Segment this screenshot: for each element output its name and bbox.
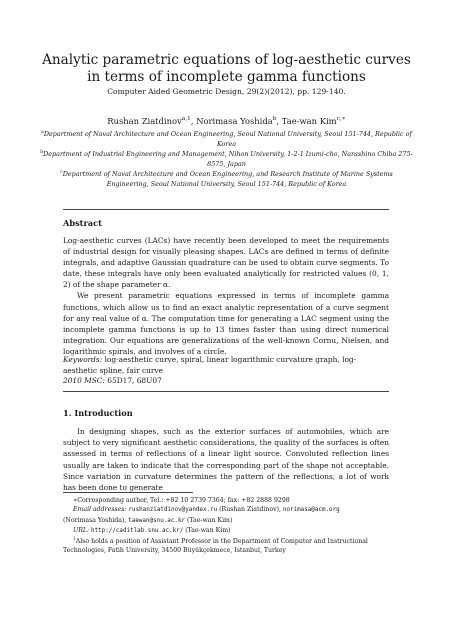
- abstract-bottom-rule: [63, 391, 389, 392]
- author-mark: b: [272, 116, 277, 123]
- author-name: Norimasa Yoshida: [196, 116, 273, 126]
- affiliation-text: Department of Industrial Engineering and Management, Nihon University, 1-2-1 Izumi-cho, Narashino Chiba 275-8575, Japan: [43, 150, 413, 168]
- keywords: [63, 355, 389, 377]
- abstract-paragraph: We present parametric equations expressed in terms of incomplete gamma functions, which allow us to find an exact analytic representation of a curve segment for any real value of α. The computation time for generating a LAC segment using the incomplete gamma functions is up to 13 times faster than using direct numerical integration. Our equations are generalizations of the well-known Cornu, Nielsen, and logarithmic spirals, and involves of a circle.: [63, 291, 389, 356]
- abstract-paragraph: Log-aesthetic curves (LACs) have recently been developed to meet the requirements of industrial design for visually pleasing shapes. LACs are defined in terms of definite integrals, and adaptive Gaussian quadrature can be used to obtain curve segments. To date, these integrals have only been evaluated analytically for restricted values (0, 1, 2) of the shape parameter α.: [63, 236, 389, 290]
- keywords-label: Keywords:: [63, 355, 103, 364]
- author-mark: a,1: [181, 116, 191, 123]
- affiliation-text: Department of Naval Architecture and Ocean Engineering, and Research Institute of Marine Systems Engineering, Seoul National University, Seoul 151-744, Republic of Korea: [62, 170, 393, 188]
- footnotes: [63, 496, 389, 555]
- affiliation: [40, 149, 413, 169]
- footnote-1: [63, 537, 389, 556]
- email-link[interactable]: rushanziatdinov@yandex.ru: [128, 507, 218, 514]
- author-separator: ,: [276, 116, 282, 126]
- affiliation-text: Department of Naval Architecture and Ocean Engineering, Seoul National University, Seoul 151-744, Republic of Korea: [43, 130, 412, 148]
- email-link[interactable]: norimasa@acm.org: [282, 507, 340, 514]
- journal-reference: Computer Aided Geometric Design, 29(2)(2012), pp. 129-140.: [107, 87, 346, 96]
- affiliation: [40, 169, 413, 189]
- footnote-rule: [63, 492, 193, 493]
- footnote-url: [63, 526, 389, 536]
- author-separator: ,: [190, 116, 197, 126]
- footnote-text: Also holds a position of Assistant Professor in the Department of Computer and Instructional Technologies, Fatih University, 34500 Büyükçekmece, Istanbul, Turkey: [63, 537, 368, 555]
- keywords-text: log-aesthetic curve, spiral, linear logarithmic curvature graph, log-aesthetic spline, fair curve: [63, 355, 357, 375]
- affiliations: [40, 129, 413, 189]
- affiliation-mark: c: [60, 169, 63, 175]
- author-mark: c,∗: [336, 116, 346, 123]
- paper-title: Analytic parametric equations of log-aesthetic curves in terms of incomplete gamma functions: [42, 52, 411, 85]
- url-link[interactable]: http://caditlab.snu.ac.kr/: [91, 528, 184, 535]
- footnote-emails: [63, 505, 389, 526]
- footnote-mark: 1: [73, 536, 76, 542]
- author-list: [40, 116, 413, 126]
- section-heading-introduction: 1. Introduction: [63, 408, 133, 418]
- email-link[interactable]: taewan@snu.ac.kr: [128, 517, 186, 524]
- author-name: Tae-wan Kim: [281, 116, 337, 126]
- email-owner: (Tae-wan Kim): [185, 516, 233, 524]
- email-owner: (Rushan Ziatdinov),: [217, 506, 283, 514]
- abstract-top-rule: [63, 209, 389, 210]
- msc-text: 65D17, 68U07: [107, 376, 162, 385]
- footnote-corresponding: ∗Corresponding author, Tel.: +82 10 2739 7364; fax: +82 2888 9298: [73, 497, 290, 504]
- email-owner: (Norimasa Yoshida),: [63, 516, 129, 524]
- email-label: Email addresses:: [73, 506, 127, 514]
- affiliation-mark: a: [41, 129, 44, 135]
- msc-label: 2010 MSC:: [63, 376, 105, 385]
- abstract-heading: Abstract: [63, 218, 102, 228]
- introduction-paragraph: In designing shapes, such as the exterior surfaces of automobiles, which are subject to very significant aesthetic considerations, the quality of the surfaces is often assessed in terms of reflections of a linear light source. Convoluted reflection lines usually are taken to indicate that the corresponding part of the shape not acceptable. Since variation in curvature determines the pattern of the reflections, a lot of work has been done to generate: [63, 427, 389, 493]
- affiliation: [40, 129, 413, 149]
- affiliation-mark: b: [40, 149, 44, 155]
- url-label: URL:: [73, 527, 90, 535]
- abstract-body: [63, 235, 389, 357]
- author-name: Rushan Ziatdinov: [107, 116, 182, 126]
- msc-codes: [63, 376, 162, 385]
- url-owner: (Tae-wan Kim): [183, 527, 231, 535]
